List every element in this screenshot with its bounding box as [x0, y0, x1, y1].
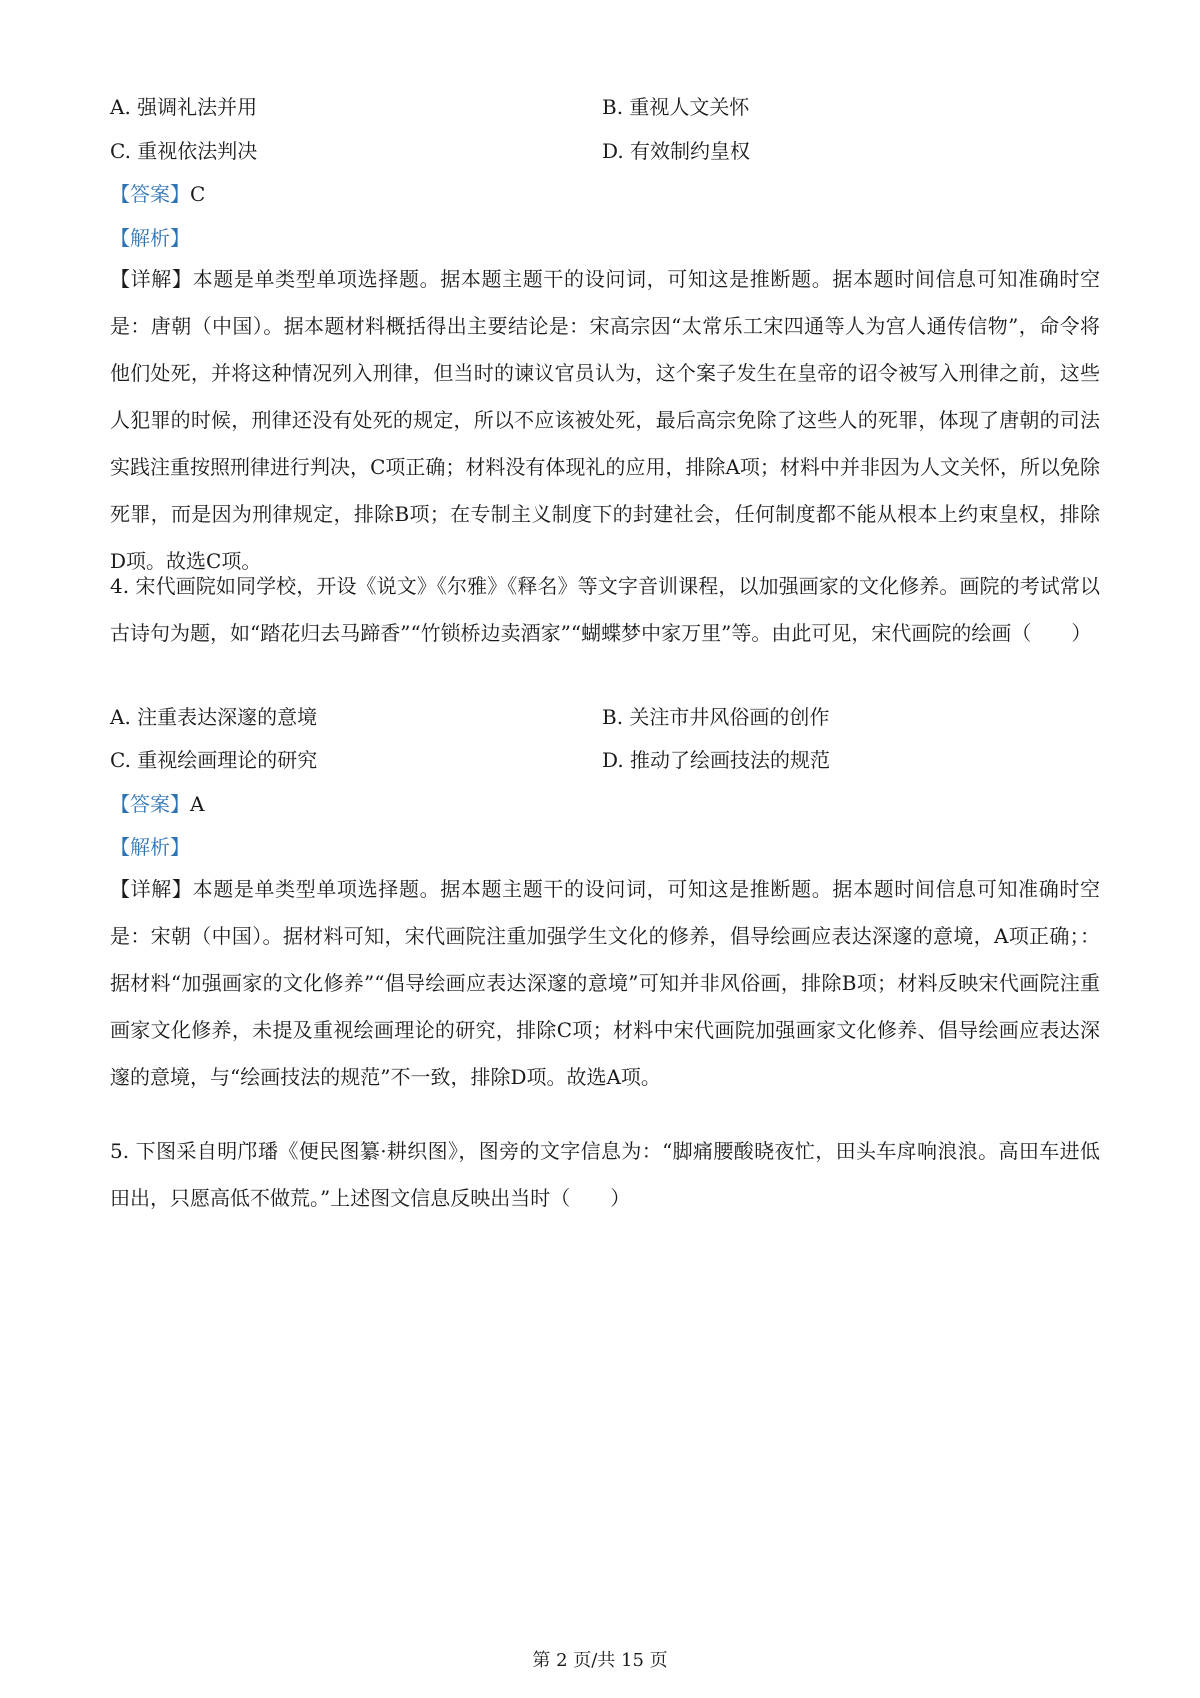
q3-options-row-2	[110, 136, 1110, 166]
q4-answer-value: A	[190, 792, 205, 816]
q4-answer-tag: 【答案】	[110, 792, 190, 816]
q3-option-d: D. 有效制约皇权	[602, 139, 751, 163]
q3-answer-value: C	[190, 182, 206, 206]
q4-option-c: C. 重视绘画理论的研究	[110, 748, 318, 772]
q3-detail-tag: 【详解】	[110, 267, 193, 291]
q4-stem-text: 4. 宋代画院如同学校，开设《说文》《尔雅》《释名》等文字音训课程，以加强画家的文化修养。画院的考试常以古诗句为题，如“踏花归去马蹄香”“竹锁桥边卖酒家”“蝴蝶梦中家万里”等。由此可见，宋代画院的绘画（ ）	[110, 574, 1100, 645]
q4-option-b: B. 关注市井风俗画的创作	[602, 705, 830, 729]
q4-stem	[110, 563, 1100, 657]
q5-stem-text: 5. 下图采自明邝璠《便民图纂·耕织图》，图旁的文字信息为：“脚痛腰酸晓夜忙，田头车戽响浪浪。高田车进低田出，只愿高低不做荒。”上述图文信息反映出当时（ ）	[110, 1139, 1100, 1210]
q3-detail-text: 本题是单类型单项选择题。据本题主题干的设问词，可知这是推断题。据本题时间信息可知准确时空是：唐朝（中国）。据本题材料概括得出主要结论是：宋高宗因“太常乐工宋四通等人为宫人通传信物”，命令将他们处死，并将这种情况列入刑律，但当时的谏议官员认为，这个案子发生在皇帝的诏令被写入刑律之前，这些人犯罪的时候，刑律还没有处死的规定，所以不应该被处死，最后高宗免除了这些人的死罪，体现了唐朝的司法实践注重按照刑律进行判决，C项正确；材料没有体现礼的应用，排除A项；材料中并非因为人文关怀，所以免除死罪，而是因为刑律规定，排除B项；在专制主义制度下的封建社会，任何制度都不能从根本上约束皇权，排除D项。故选C项。	[110, 267, 1101, 573]
q4-analysis-tag: 【解析】	[110, 835, 190, 859]
q4-detail-text: 本题是单类型单项选择题。据本题主题干的设问词，可知这是推断题。据本题时间信息可知准确时空是：宋朝（中国）。据材料可知，宋代画院注重加强学生文化的修养，倡导绘画应表达深邃的意境，A项正确；：据材料“加强画家的文化修养”“倡导绘画应表达深邃的意境”可知并非风俗画，排除B项；材料反映宋代画院注重画家文化修养，未提及重视绘画理论的研究，排除C项；材料中宋代画院加强画家文化修养、倡导绘画应表达深邃的意境，与“绘画技法的规范”不一致，排除D项。故选A项。	[110, 877, 1101, 1089]
q5-stem	[110, 1128, 1100, 1222]
q3-analysis-tag: 【解析】	[110, 226, 190, 250]
q4-option-a: A. 注重表达深邃的意境	[110, 705, 318, 729]
q3-analysis-heading	[110, 223, 190, 253]
q3-option-a: A. 强调礼法并用	[110, 95, 258, 119]
q3-answer	[110, 179, 205, 209]
q4-detail	[110, 866, 1100, 1101]
q4-option-d: D. 推动了绘画技法的规范	[602, 748, 831, 772]
q3-option-b: B. 重视人文关怀	[602, 95, 750, 119]
q4-analysis-heading	[110, 832, 190, 862]
q3-answer-tag: 【答案】	[110, 182, 190, 206]
q3-options-row-1	[110, 92, 1110, 122]
q3-detail	[110, 256, 1100, 585]
page-number: 第 2 页/共 15 页	[532, 1650, 668, 1671]
q4-answer	[110, 789, 204, 819]
q4-options-row-2	[110, 745, 1110, 775]
q4-detail-tag: 【详解】	[110, 877, 193, 901]
q3-option-c: C. 重视依法判决	[110, 139, 258, 163]
q4-options-row-1	[110, 702, 1110, 732]
page-footer	[0, 1648, 1200, 1674]
